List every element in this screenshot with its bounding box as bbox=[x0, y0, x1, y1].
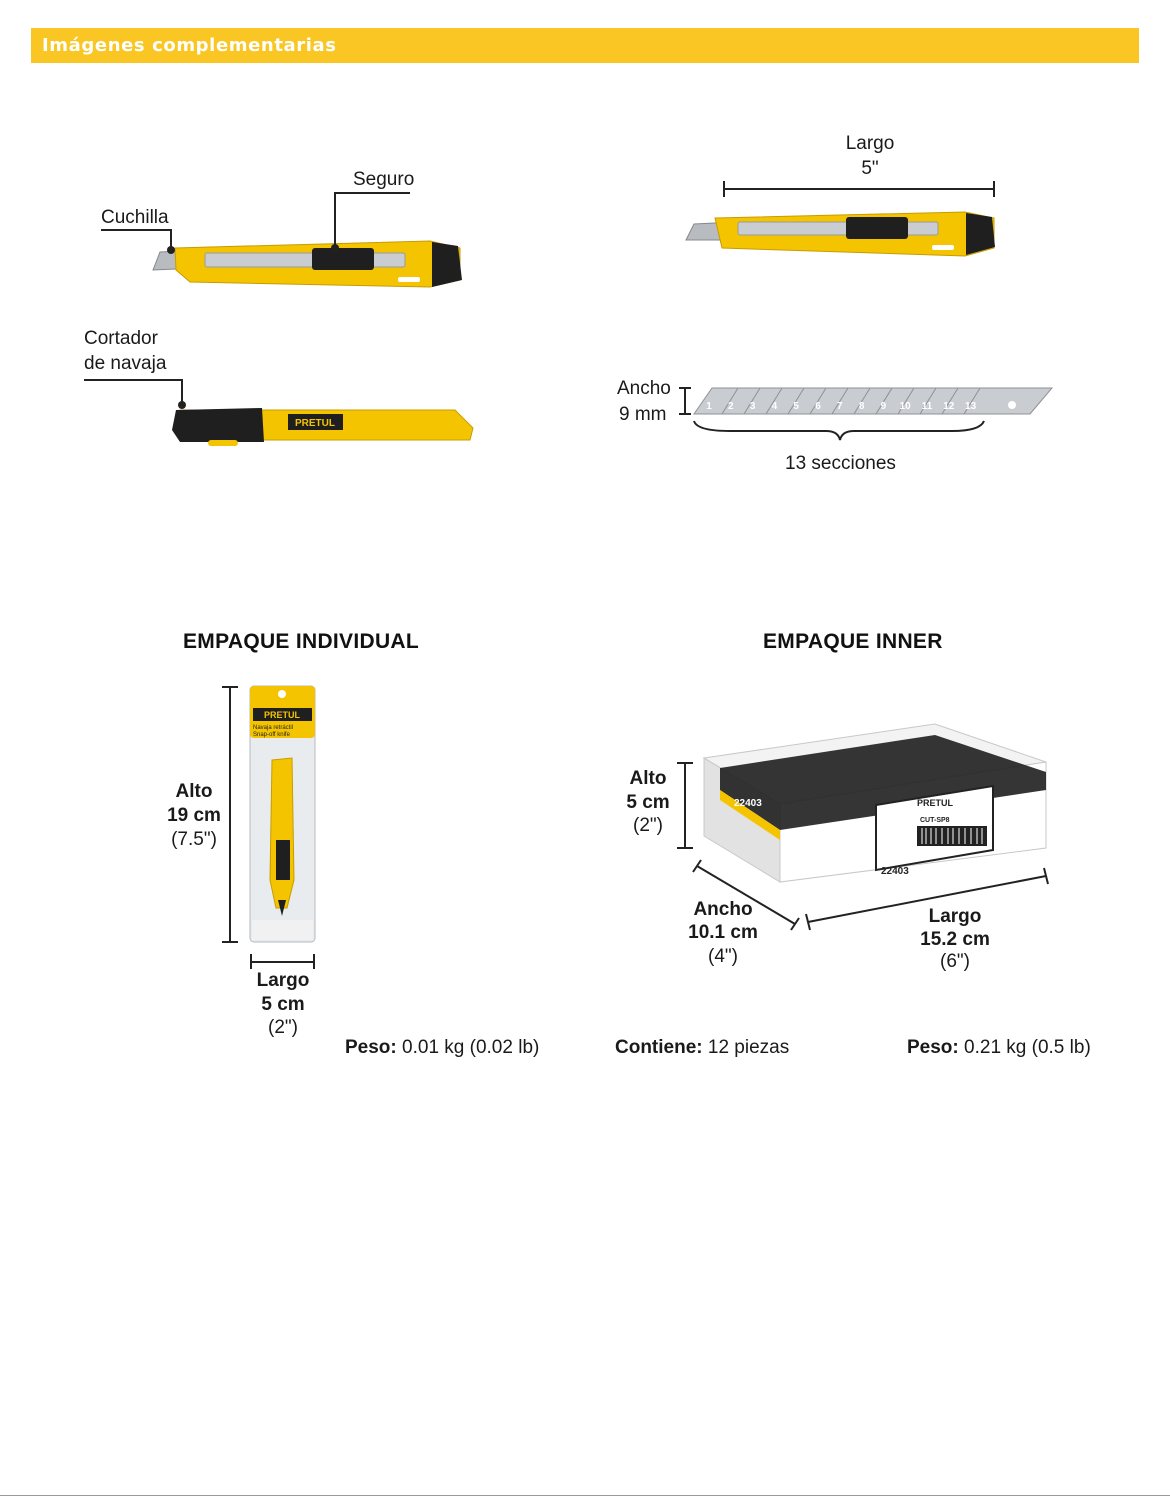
pretul-logo-knife: PRETUL bbox=[295, 418, 335, 429]
inner-contiene-label: Contiene: bbox=[615, 1037, 703, 1058]
blade-section-number: 10 bbox=[899, 401, 911, 412]
blade-section-number: 3 bbox=[749, 401, 756, 412]
individual-peso-label: Peso: bbox=[345, 1037, 397, 1058]
inner-alto-cm: 5 cm bbox=[626, 792, 670, 813]
inner-peso bbox=[907, 1035, 1091, 1060]
section-title: Imágenes complementarias bbox=[42, 35, 337, 56]
blade-section-number: 6 bbox=[815, 401, 821, 412]
inner-largo-title: Largo bbox=[928, 906, 982, 927]
blade-section-number: 9 bbox=[880, 401, 887, 412]
individual-alto-title: Alto bbox=[175, 781, 213, 802]
box-code-side: 22403 bbox=[734, 798, 762, 809]
inner-alto-title: Alto bbox=[629, 768, 667, 789]
label-seguro: Seguro bbox=[353, 169, 415, 190]
blade-section-number: 2 bbox=[728, 401, 734, 412]
pretul-logo-package: PRETUL bbox=[264, 710, 300, 720]
blade-section-number: 13 bbox=[965, 401, 977, 412]
blade-sections-illustration bbox=[679, 388, 1052, 440]
inner-largo-in: (6") bbox=[940, 951, 970, 972]
inner-alto-in: (2") bbox=[633, 815, 663, 836]
inner-largo-cm: 15.2 cm bbox=[920, 929, 990, 950]
box-code: 22403 bbox=[881, 866, 909, 877]
knife-side-illustration bbox=[84, 380, 473, 446]
label-largo-title: Largo bbox=[845, 133, 895, 154]
inner-peso-label: Peso: bbox=[907, 1037, 959, 1058]
label-cuchilla: Cuchilla bbox=[101, 207, 169, 228]
blade-section-number: 5 bbox=[793, 401, 799, 412]
package-product-name: Navaja retráctil bbox=[253, 725, 294, 731]
label-ancho-title: Ancho bbox=[617, 378, 671, 399]
label-cortador-line2: de navaja bbox=[84, 353, 167, 374]
page-bottom-divider bbox=[0, 1495, 1170, 1496]
blade-section-number: 4 bbox=[771, 401, 778, 412]
individual-peso-value: 0.01 kg (0.02 lb) bbox=[396, 1037, 540, 1058]
label-ancho-value: 9 mm bbox=[619, 404, 667, 425]
individual-largo-title: Largo bbox=[256, 970, 310, 991]
inner-ancho-in: (4") bbox=[708, 946, 738, 967]
individual-package-title: EMPAQUE INDIVIDUAL bbox=[183, 630, 420, 653]
inner-package-title: EMPAQUE INNER bbox=[763, 630, 943, 653]
inner-peso-value: 0.21 kg (0.5 lb) bbox=[958, 1037, 1091, 1058]
knife-length-illustration bbox=[686, 181, 995, 256]
individual-package-illustration bbox=[222, 686, 315, 969]
blade-section-number: 8 bbox=[858, 401, 865, 412]
individual-alto-in: (7.5") bbox=[171, 829, 217, 850]
blade-section-number: 11 bbox=[921, 401, 933, 412]
individual-largo-cm: 5 cm bbox=[261, 994, 305, 1015]
inner-contiene bbox=[615, 1035, 789, 1060]
inner-ancho-title: Ancho bbox=[693, 899, 753, 920]
label-cortador-line1: Cortador bbox=[84, 328, 158, 349]
label-secciones: 13 secciones bbox=[785, 453, 896, 474]
blade-section-number: 1 bbox=[706, 401, 712, 412]
box-model: CUT-SP8 bbox=[920, 817, 950, 824]
individual-peso bbox=[345, 1035, 539, 1060]
inner-ancho-cm: 10.1 cm bbox=[688, 922, 758, 943]
blade-section-number: 7 bbox=[837, 401, 843, 412]
package-product-subname: Snap-off knife bbox=[253, 732, 290, 738]
individual-alto-cm: 19 cm bbox=[167, 805, 221, 826]
blade-section-number: 12 bbox=[943, 401, 955, 412]
box-brand: PRETUL bbox=[917, 798, 953, 808]
inner-contiene-value: 12 piezas bbox=[702, 1037, 790, 1058]
label-largo-value: 5" bbox=[861, 158, 879, 179]
individual-largo-in: (2") bbox=[268, 1017, 298, 1038]
